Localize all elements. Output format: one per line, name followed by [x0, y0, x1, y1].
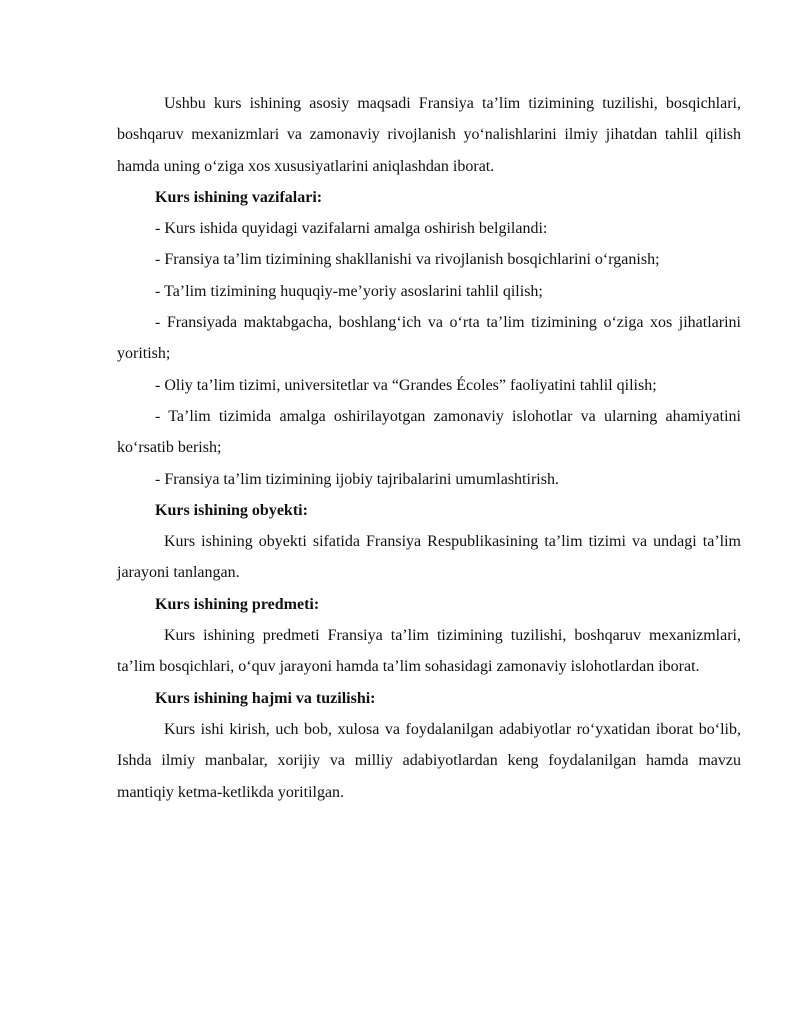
tasks-item: - Ta’lim tizimining huquqiy-me’yoriy asoslarini tahlil qilish;	[155, 282, 543, 300]
structure-paragraph: Kurs ishi kirish, uch bob, xulosa va foydalanilgan adabiyotlar ro‘yxatidan iborat bo‘lib, Ishda ilmiy manbalar, xorijiy va milliy adabiyotlardan keng foydalanilgan hamda mavzu mantiqiy ketma-ketlikda yoritilgan.	[117, 720, 741, 801]
object-paragraph: Kurs ishining obyekti sifatida Fransiya Respublikasining ta’lim tizimi va undagi ta’lim jarayoni tanlangan.	[117, 533, 741, 582]
tasks-item: - Fransiyada maktabgacha, boshlang‘ich va o‘rta ta’lim tizimining o‘ziga xos jihatlarini yoritish;	[117, 314, 741, 363]
tasks-item: - Kurs ishida quyidagi vazifalarni amalga oshirish belgilandi:	[155, 220, 548, 238]
tasks-heading: Kurs ishining vazifalari:	[155, 188, 323, 206]
structure-heading: Kurs ishining hajmi va tuzilishi:	[155, 689, 376, 707]
object-heading: Kurs ishining obyekti:	[155, 501, 308, 519]
document-page	[117, 88, 741, 808]
intro-paragraph: Ushbu kurs ishining asosiy maqsadi Fransiya ta’lim tizimining tuzilishi, bosqichlari, boshqaruv mexanizmlari va zamonaviy rivojlanish yo‘nalishlarini ilmiy jihatdan tahlil qilish hamda uning o‘ziga xos xususiyatlarini aniqlashdan iborat.	[117, 95, 741, 175]
subject-heading: Kurs ishining predmeti:	[155, 595, 320, 613]
tasks-item: - Ta’lim tizimida amalga oshirilayotgan zamonaviy islohotlar va ularning ahamiyatini ko‘rsatib berish;	[117, 407, 741, 457]
tasks-item: - Fransiya ta’lim tizimining ijobiy tajribalarini umumlashtirish.	[155, 470, 559, 488]
subject-paragraph: Kurs ishining predmeti Fransiya ta’lim tizimining tuzilishi, boshqaruv mexanizmlari, ta’lim bosqichlari, o‘quv jarayoni hamda ta’lim sohasidagi zamonaviy islohotlardan iborat.	[117, 627, 741, 676]
tasks-item: - Fransiya ta’lim tizimining shakllanishi va rivojlanish bosqichlarini o‘rganish;	[155, 251, 660, 269]
tasks-item: - Oliy ta’lim tizimi, universitetlar va “Grandes Écoles” faoliyatini tahlil qilish;	[155, 376, 657, 394]
